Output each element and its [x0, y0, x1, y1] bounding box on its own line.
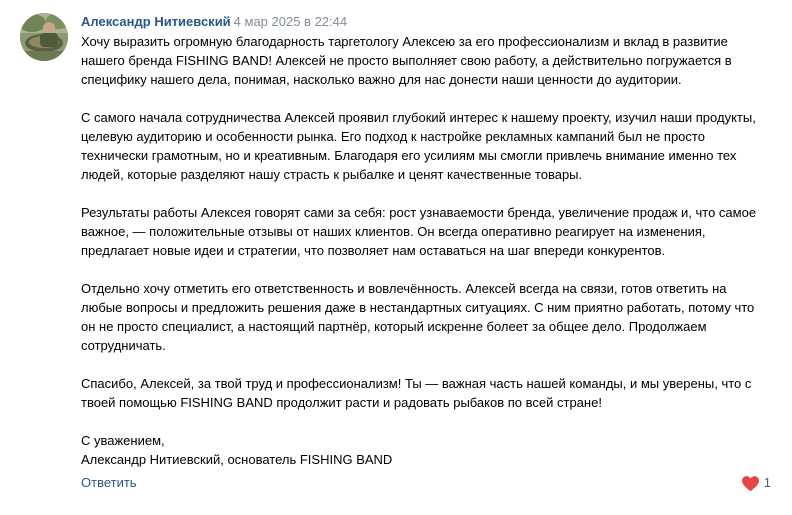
text-line: Александр Нитиевский, основатель FISHING BAND: [81, 452, 393, 467]
text-line: технически грамотным, но и креативным. Благодаря его усилиям мы смогли привлечь внимание именно тех: [81, 148, 737, 163]
comment-signature: [81, 431, 781, 469]
text-line: Отдельно хочу отметить его ответственность и вовлечённость. Алексей всегда на связи, готов ответить на: [81, 281, 727, 296]
text-line: С самого начала сотрудничества Алексей проявил глубокий интерес к нашему проекту, изучил наши продукты,: [81, 110, 756, 125]
text-line: твоей помощью FISHING BAND продолжит расти и радовать рыбаков по всей стране!: [81, 395, 602, 410]
text-line: С уважением,: [81, 433, 165, 448]
text-line: важное, — положительные отзывы от наших клиентов. Он всегда оперативно реагирует на изменения,: [81, 224, 706, 239]
reply-button[interactable]: Ответить: [81, 475, 137, 490]
comment-paragraph: [81, 374, 781, 412]
text-line: сотрудничать.: [81, 338, 166, 353]
text-line: Хочу выразить огромную благодарность таргетологу Алексею за его профессионализм и вклад в развитие: [81, 34, 728, 49]
text-line: нашего бренда FISHING BAND! Алексей не просто выполняет свою работу, а действительно погружается в: [81, 53, 732, 68]
text-line: целевую аудиторию и особенности рынка. Его подход к настройке рекламных кампаний был не просто: [81, 129, 705, 144]
comment-date[interactable]: 4 мар 2025 в 22:44: [233, 14, 348, 29]
comment-header: [81, 13, 347, 31]
text-line: предлагает новые идеи и стратегии, что позволяет нам оставаться на шаг впереди конкурентов.: [81, 243, 666, 258]
text-line: Результаты работы Алексея говорят сами за себя: рост узнаваемости бренда, увеличение продаж и, что самое: [81, 205, 757, 220]
like-button[interactable]: [742, 473, 771, 493]
comment-footer: [81, 473, 771, 493]
comment-text: [81, 32, 781, 469]
like-count: 1: [763, 475, 771, 490]
avatar-photo: [20, 13, 68, 61]
text-line: он не просто специалист, а настоящий партнёр, который искренне болеет за общее дело. Продолжаем: [81, 319, 707, 334]
text-line: специфику нашего дела, понимая, насколько важно для нас донести наши ценности до аудитории.: [81, 72, 682, 87]
comment-paragraph: [81, 32, 781, 89]
text-line: людей, которые разделяют нашу страсть к рыбалке и ценят качественные товары.: [81, 167, 583, 182]
heart-icon: [742, 476, 759, 491]
comment-paragraph: [81, 108, 781, 184]
text-line: Спасибо, Алексей, за твой труд и профессионализм! Ты — важная часть нашей команды, и мы уверены, что с: [81, 376, 752, 391]
author-name[interactable]: Александр Нитиевский: [81, 14, 231, 29]
comment-paragraph: [81, 279, 781, 355]
avatar[interactable]: [20, 13, 68, 61]
text-line: любые вопросы и предложить решения даже в нестандартных ситуациях. С ним приятно работать, потому что: [81, 300, 755, 315]
comment-paragraph: [81, 203, 781, 260]
